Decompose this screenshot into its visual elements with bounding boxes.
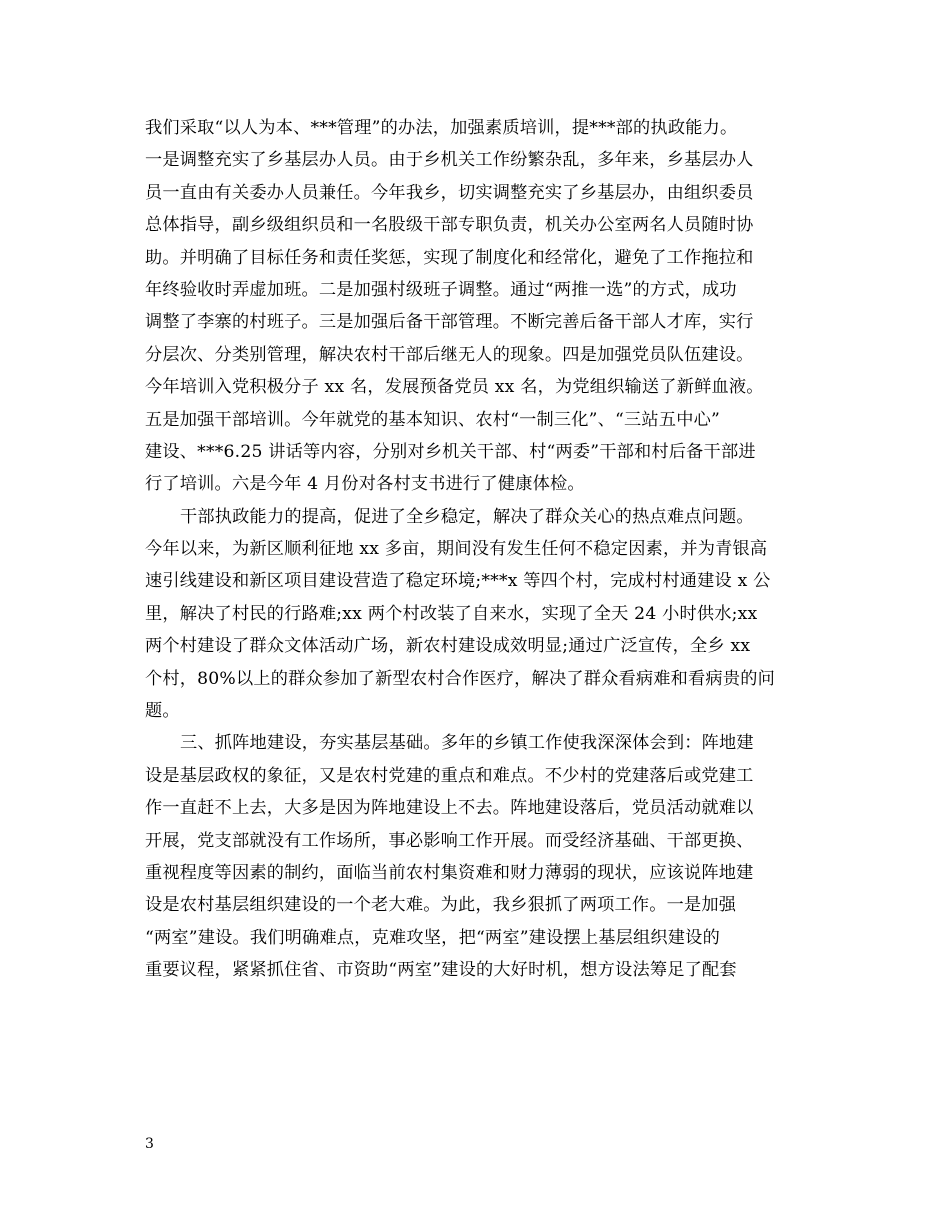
- text-line: 速引线建设和新区项目建设营造了稳定环境;***x 等四个村，完成村村通建设 x 公: [145, 571, 771, 592]
- text-line: 助。并明确了目标任务和责任奖惩，实现了制度化和经常化，避免了工作拖拉和: [145, 247, 754, 268]
- text-line: 开展，党支部就没有工作场所，事必影响工作开展。而受经济基础、干部更换、: [145, 830, 754, 851]
- text-line: 总体指导，副乡级组织员和一名股级干部专职负责，机关办公室两名人员随时协: [145, 215, 754, 236]
- text-line: 调整了李寨的村班子。三是加强后备干部管理。不断完善后备干部人才库，实行: [145, 312, 754, 333]
- text-line: 今年培训入党积极分子 xx 名，发展预备党员 xx 名，为党组织输送了新鲜血液。: [145, 377, 764, 398]
- text-line: 今年以来，为新区顺利征地 xx 多亩，期间没有发生任何不稳定因素，并为青银高: [145, 539, 768, 560]
- text-line: 设是农村基层组织建设的一个老大难。为此，我乡狠抓了两项工作。一是加强: [145, 895, 737, 916]
- text-line: “两室”建设。我们明确难点，克难攻坚，把“两室”建设摆上基层组织建设的: [145, 927, 720, 948]
- text-line: 设是基层政权的象征，又是农村党建的重点和难点。不少村的党建落后或党建工: [145, 765, 754, 786]
- paragraph-first-line: 三、抓阵地建设，夯实基层基础。多年的乡镇工作使我深深体会到：阵地建: [180, 733, 754, 754]
- text-line: 我们采取“以人为本、***管理”的办法，加强素质培训，提***部的执政能力。: [145, 118, 738, 138]
- text-line: 建设、***6.25 讲话等内容，分别对乡机关干部、村“两委”干部和村后备干部进: [145, 441, 756, 462]
- text-line: 年终验收时弄虚加班。二是加强村级班子调整。通过“两推一选”的方式，成功: [145, 279, 737, 300]
- text-line: 分层次、分类别管理，解决农村干部后继无人的现象。四是加强党员队伍建设。: [145, 344, 754, 365]
- text-line: 作一直赶不上去，大多是因为阵地建设上不去。阵地建设落后，党员活动就难以: [145, 798, 754, 819]
- text-line: 两个村建设了群众文体活动广场，新农村建设成效明显;通过广泛宣传，全乡 xx: [145, 636, 751, 657]
- text-line: 行了培训。六是今年 4 月份对各村支书进行了健康体检。: [145, 474, 585, 495]
- text-line: 个村，80%以上的群众参加了新型农村合作医疗，解决了群众看病难和看病贵的问: [145, 668, 775, 689]
- page-number: 3: [145, 1136, 154, 1152]
- text-line: 里，解决了村民的行路难;xx 两个村改装了自来水，实现了全天 24 小时供水;xx: [145, 603, 758, 624]
- text-line: 一是调整充实了乡基层办人员。由于乡机关工作纷繁杂乱，多年来，乡基层办人: [145, 150, 754, 171]
- text-line: 重要议程，紧紧抓住省、市资助“两室”建设的大好时机，想方设法筹足了配套: [145, 960, 737, 981]
- text-line: 员一直由有关委办人员兼任。今年我乡，切实调整充实了乡基层办，由组织委员: [145, 182, 754, 203]
- paragraph-first-line: 干部执政能力的提高，促进了全乡稳定，解决了群众关心的热点难点问题。: [180, 506, 754, 527]
- body-text: [145, 112, 810, 987]
- text-line: 题。: [145, 701, 180, 722]
- text-line: 重视程度等因素的制约，面临当前农村集资难和财力薄弱的现状，应该说阵地建: [145, 862, 754, 883]
- text-line: 五是加强干部培训。今年就党的基本知识、农村“一制三化”、“三站五中心”: [145, 409, 720, 430]
